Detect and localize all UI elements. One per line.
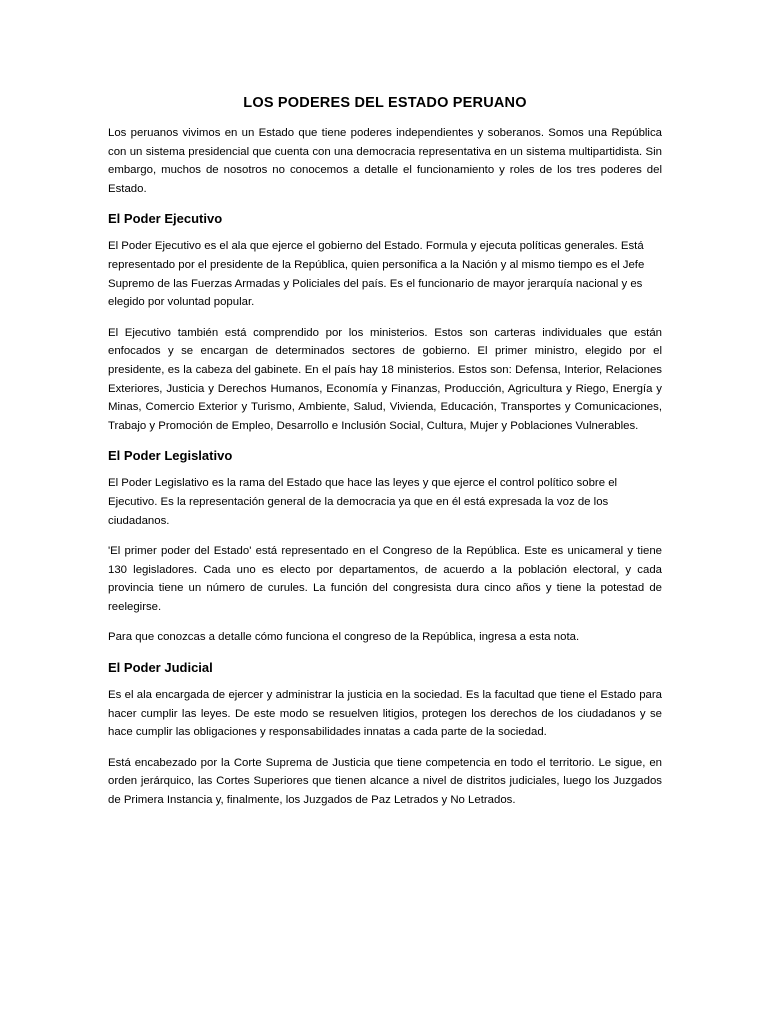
judicial-paragraph-2: Está encabezado por la Corte Suprema de Justicia que tiene competencia en todo el territorio. Le sigue, en orden jerárquico, las Cortes Superiores que tienen alcance a nivel de distritos judiciales, luego los Juzgados de Primera Instancia y, finalmente, los Juzgados de Paz Letrados y No Letrados. (108, 756, 662, 807)
document-title: LOS PODERES DEL ESTADO PERUANO (243, 95, 527, 111)
section-heading-judicial: El Poder Judicial (108, 660, 213, 676)
intro-paragraph: Los peruanos vivimos en un Estado que tiene poderes independientes y soberanos. Somos una República con un sistema presidencial que cuenta con una democracia representativa en un sistema multipartidista. Sin embargo, muchos de nosotros no conocemos a detalle el funcionamiento y roles de los tres poderes del Estado. (108, 127, 662, 195)
judicial-paragraph-1: Es el ala encargada de ejercer y administrar la justicia en la sociedad. Es la facultad que tiene el Estado para hacer cumplir las leyes. De este modo se resuelven litigios, protegen los derechos de los ciudadanos y se hace cumplir las obligaciones y responsabilidades innatas a cada parte de la sociedad. (108, 689, 662, 739)
section-heading-ejecutivo: El Poder Ejecutivo (108, 211, 223, 227)
section-heading-legislativo: El Poder Legislativo (108, 448, 233, 464)
legislativo-paragraph-2: 'El primer poder del Estado' está representado en el Congreso de la República. Este es unicameral y tiene 130 legisladores. Cada uno es electo por departamentos, de acuerdo a la población electoral, y cada provincia tiene un número de curules. La función del congresista dura cinco años y tiene la potestad de reelegirse. (108, 545, 662, 613)
legislativo-paragraph-3: Para que conozcas a detalle cómo funciona el congreso de la República, ingresa a esta nota. (108, 631, 580, 644)
legislativo-paragraph-1: El Poder Legislativo es la rama del Estado que hace las leyes y que ejerce el control político sobre el Ejecutivo. Es la representación general de la democracia ya que en él está expresada la voz de los ciudadanos. (108, 477, 618, 527)
ejecutivo-paragraph-2: El Ejecutivo también está comprendido por los ministerios. Estos son carteras individuales que están enfocados y se encargan de determinados sectores de gobierno. El primer ministro, elegido por el presidente, es la cabeza del gabinete. En el país hay 18 ministerios. Estos son: Defensa, Interior, Relaciones Exteriores, Justicia y Derechos Humanos, Economía y Finanzas, Producción, Agricultura y Riego, Energía y Minas, Comercio Exterior y Turismo, Ambiente, Salud, Vivienda, Educación, Transportes y Comunicaciones, Trabajo y Promoción de Empleo, Desarrollo e Inclusión Social, Cultura, Mujer y Poblaciones Vulnerables. (108, 326, 662, 432)
ejecutivo-paragraph-1: El Poder Ejecutivo es el ala que ejerce el gobierno del Estado. Formula y ejecuta políticas generales. Está representado por el presidente de la República, quien personifica a la Nación y al mismo tiempo es el Jefe Supremo de las Fuerzas Armadas y Policiales del país. Es el funcionario de mayor jerarquía nacional y es elegido por voluntad popular. (108, 240, 645, 309)
document-body (108, 94, 662, 822)
